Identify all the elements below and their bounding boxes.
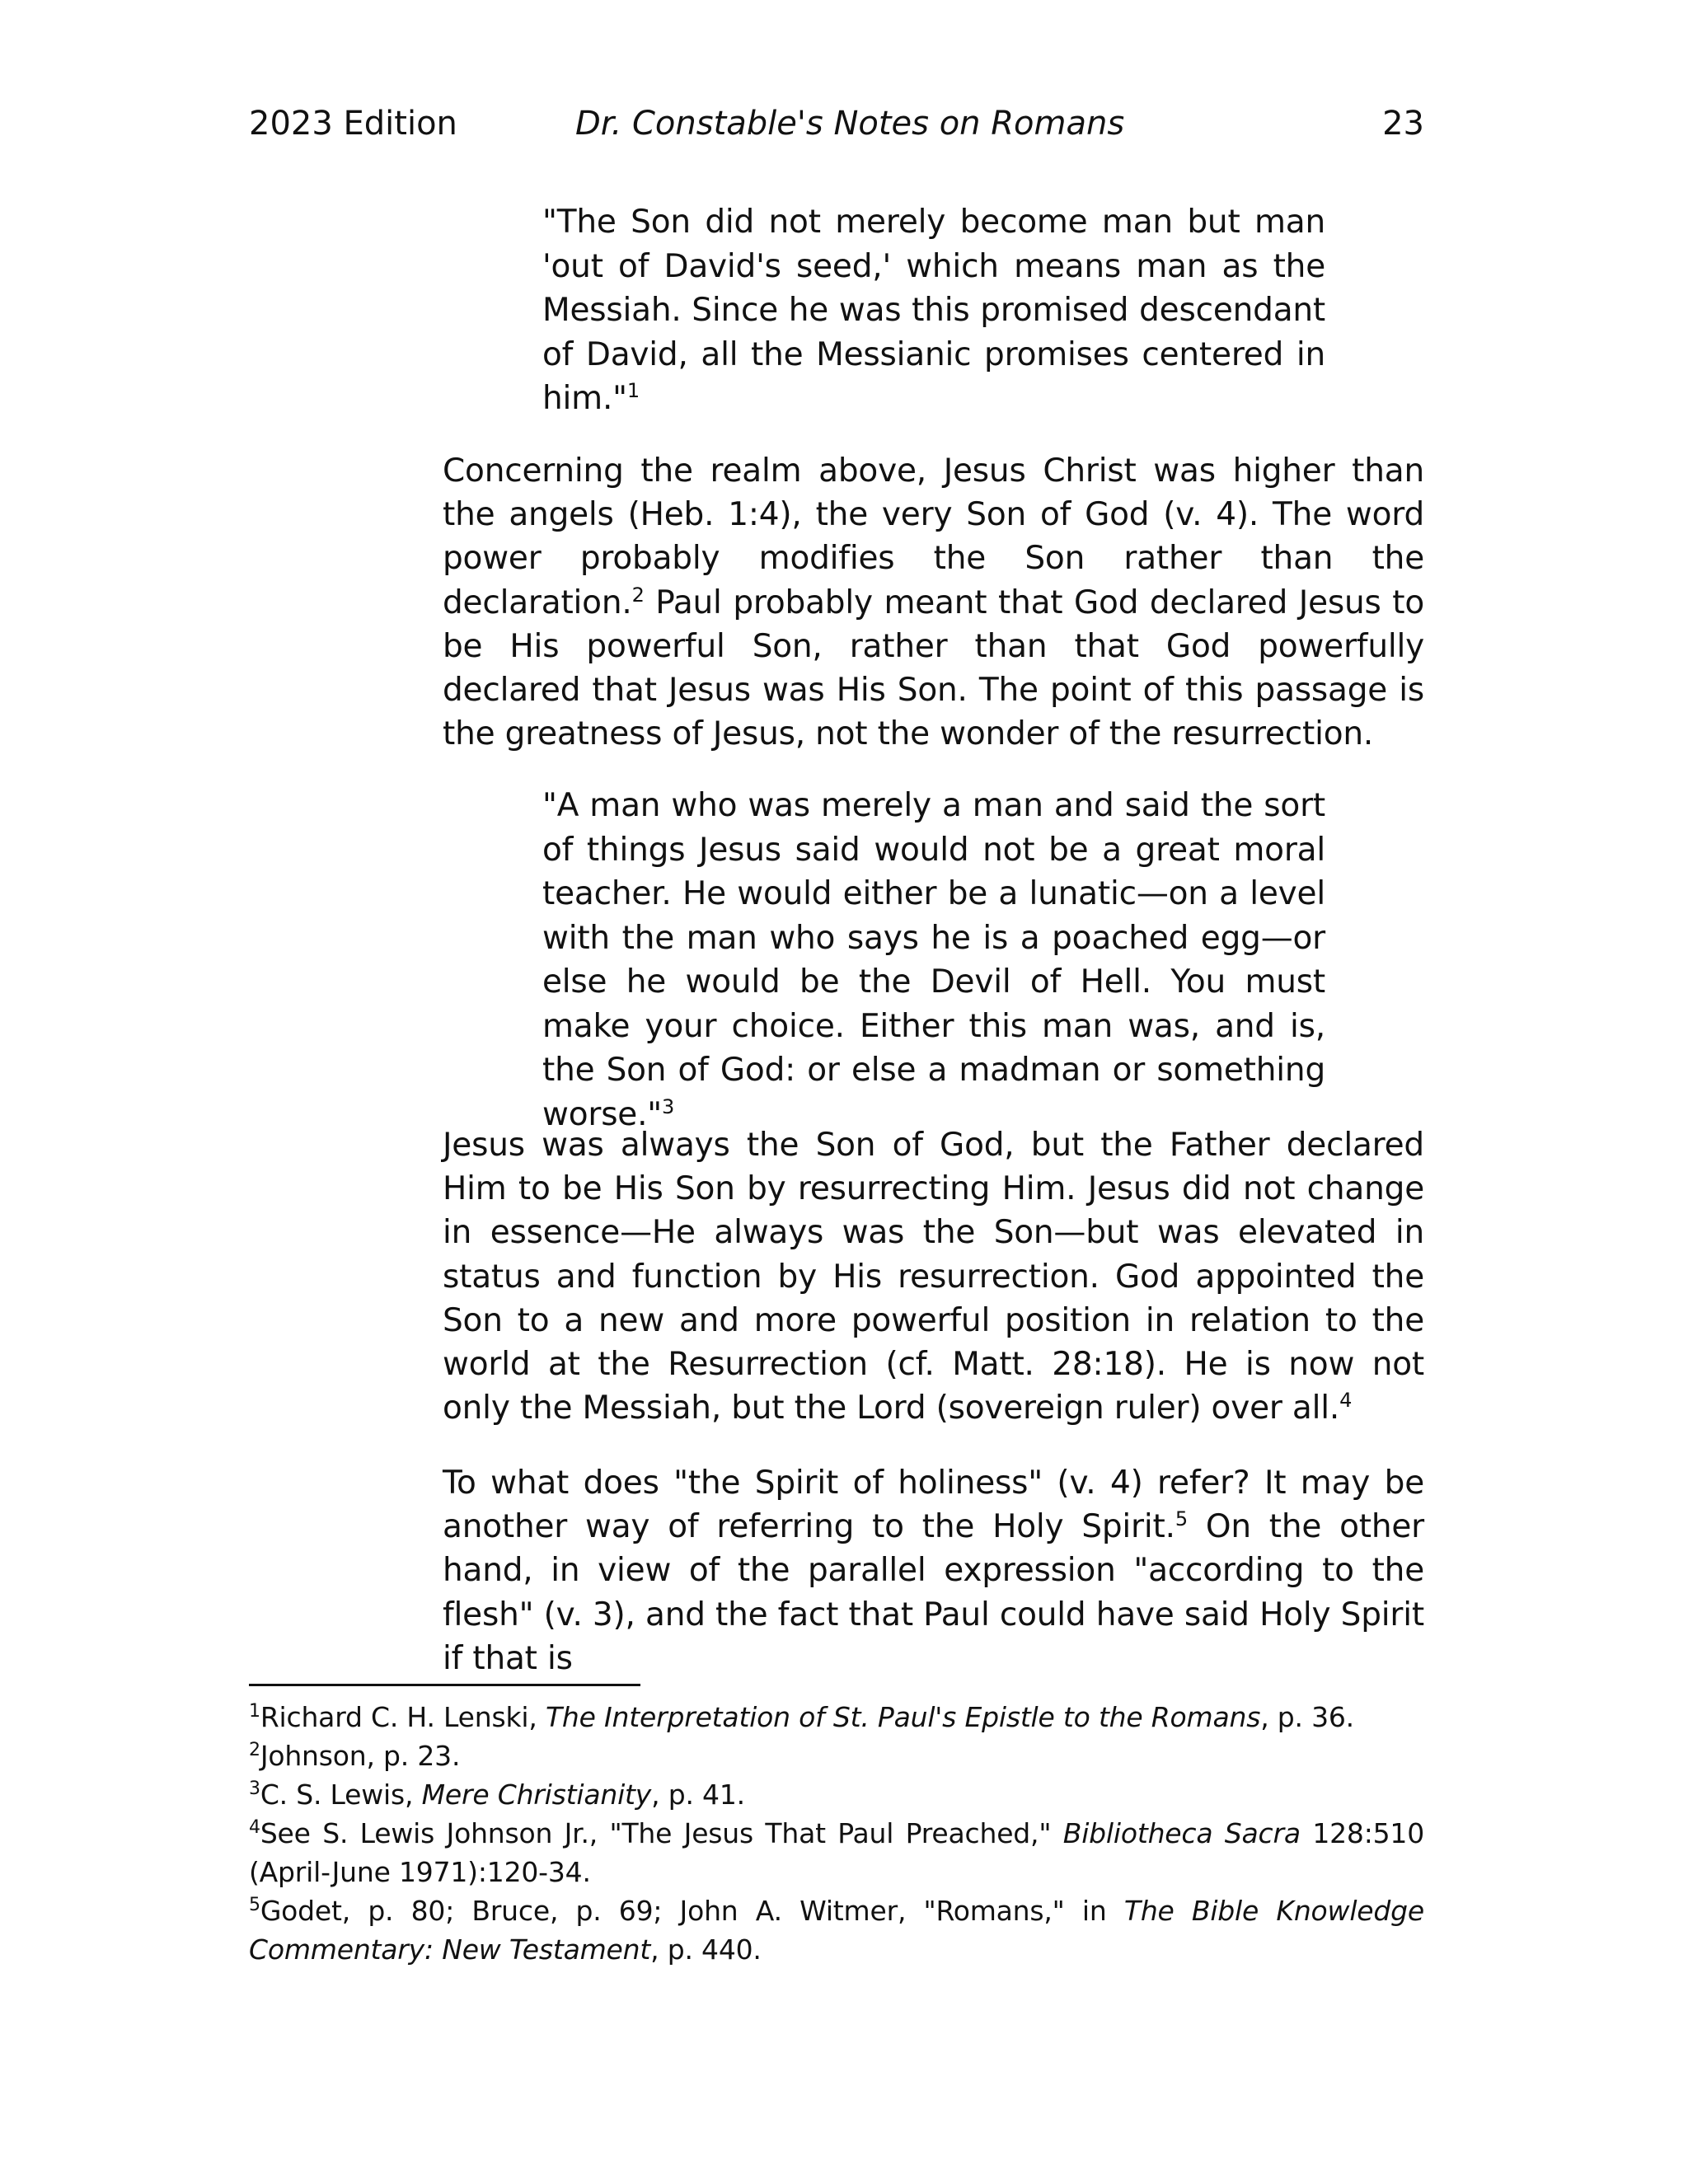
book-title: Dr. Constable's Notes on Romans [575, 105, 1125, 143]
paragraph-text-continued: Paul probably meant that God declared Jesus to be His powerful Son, rather than that God powerfully declared that Jesus was His Son. The point of this passage is the greatness of Jesus, not the wonder of the resurrection. [443, 583, 1424, 753]
footnote-4 [249, 1814, 1424, 1891]
footnote-number: 1 [249, 1701, 260, 1722]
paragraph-text: Jesus was always the Son of God, but the Father declared Him to be His Son by resurrecting Him. Jesus did not change in essence—He always was the Son—but was elevated in status and function by His resurrection. God appointed the Son to a new and more powerful position in relation to the world at the Resurrection (cf. Matt. 28:18). He is now not only the Messiah, but the Lord (sovereign ruler) over all. [443, 1127, 1424, 1427]
footnote-number: 5 [249, 1895, 260, 1915]
footnote-ref-2[interactable]: 2 [631, 583, 645, 607]
paragraph-text: Concerning the realm above, Jesus Christ was higher than the angels (Heb. 1:4), the very Son of God (v. 4). The word power probably modifies the Son rather than the declaration. [443, 452, 1424, 621]
footnote-5 [249, 1891, 1424, 1969]
footnote-3 [249, 1775, 1424, 1814]
footnote-text: Richard C. H. Lenski, [260, 1701, 546, 1733]
footnote-number: 3 [249, 1779, 260, 1799]
edition-label: 2023 Edition [249, 105, 457, 143]
paragraph-3 [443, 1461, 1424, 1680]
block-quote-2 [542, 784, 1325, 1137]
footnote-ref-3[interactable]: 3 [662, 1094, 675, 1118]
footnotes [249, 1698, 1424, 1969]
paragraph-text-continued: On the other hand, in view of the parallel expression "according to the flesh" (v. 3), and the fact that Paul could have said Holy Spirit if that is [443, 1508, 1424, 1677]
footnote-title: The Interpretation of St. Paul's Epistle to the Romans [545, 1701, 1261, 1733]
footnote-1 [249, 1698, 1424, 1736]
quote-text: "A man who was merely a man and said the sort of things Jesus said would not be a great moral teacher. He would either be a lunatic—on a level with the man who says he is a poached egg—or else he would be the Devil of Hell. You must make your choice. Either this man was, and is, the Son of God: or else a madman or something worse." [542, 787, 1325, 1133]
footnote-ref-1[interactable]: 1 [626, 379, 640, 402]
footnote-text-end: , p. 41. [651, 1779, 745, 1811]
footnote-text-end: , p. 440. [650, 1933, 762, 1966]
footnote-divider [249, 1684, 640, 1686]
footnote-ref-4[interactable]: 4 [1339, 1389, 1353, 1413]
footnote-text-end: , p. 36. [1260, 1701, 1354, 1733]
footnote-number: 4 [249, 1817, 260, 1838]
footnote-title: Mere Christianity [421, 1779, 652, 1811]
running-header [249, 99, 1424, 148]
footnote-text: Johnson, p. 23. [260, 1740, 461, 1772]
footnote-ref-5[interactable]: 5 [1175, 1507, 1188, 1531]
paragraph-text: To what does "the Spirit of holiness" (v. 4) refer? It may be another way of referring to the Holy Spirit. [443, 1465, 1424, 1546]
footnote-2 [249, 1736, 1424, 1775]
footnote-text: Godet, p. 80; Bruce, p. 69; John A. Witmer, "Romans," in [260, 1895, 1124, 1927]
page-number: 23 [1382, 105, 1424, 143]
footnote-text-end: 128:510 (April-June 1971):120-34. [249, 1817, 1425, 1888]
footnote-number: 2 [249, 1740, 260, 1760]
paragraph-2 [443, 1123, 1424, 1430]
quote-text: "The Son did not merely become man but man 'out of David's seed,' which means man as the Messiah. Since he was this promised descendant of David, all the Messianic promises centered in him." [542, 204, 1325, 417]
paragraph-1 [443, 449, 1424, 756]
footnote-title: Bibliotheca Sacra [1062, 1817, 1301, 1849]
footnote-text: C. S. Lewis, [260, 1779, 422, 1811]
footnote-text: See S. Lewis Johnson Jr., "The Jesus That Paul Preached," [260, 1817, 1063, 1849]
footnote-title: The Bible Knowledge Commentary: New Testament [249, 1895, 1424, 1966]
block-quote-1 [542, 200, 1325, 421]
